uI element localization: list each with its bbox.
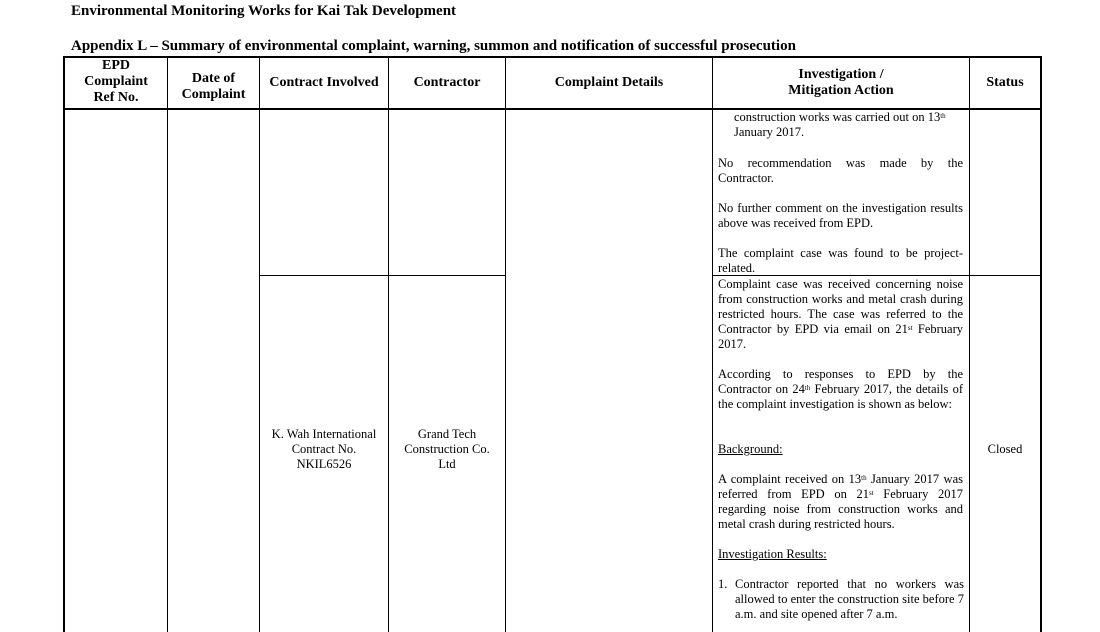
right-border [1040,56,1042,632]
header-date [168,71,259,103]
prev-case-paragraph-1: construction works was carried out on 13th January 2017. [734,110,946,139]
header-contractor: Contractor [413,75,481,90]
header-contract: Contract Involved [269,75,379,90]
header-status: Status [986,75,1024,90]
left-border [63,56,65,632]
col-divider-4 [505,56,506,632]
case-paragraph-2: According to responses to EPD by the Contractor on 24th February 2017, the details of the complaint investigation is shown as below: [718,367,963,411]
header-date-line2: Complaint [181,87,246,102]
header-investigation [713,67,969,99]
col-divider-1 [167,56,168,632]
header-ref-no-line2: Complaint [84,74,148,89]
case-contract-involved: K. Wah International Contract No. NKIL6526 [271,427,377,471]
col-divider-2 [259,56,260,632]
case-paragraph-3: A complaint received on 13th January 2017 was referred from EPD on 21st February 2017 regarding noise from construction works and metal crash during restricted hours. [718,472,963,531]
prev-case-paragraph-2: No recommendation was made by the Contractor. [718,156,963,185]
table-top-border [63,56,1042,58]
prev-case-paragraph-4: The complaint case was found to be project-related. [718,246,963,275]
row-divider-contract [259,275,506,276]
prev-case-paragraph-3: No further comment on the investigation results above was received from EPD. [718,201,963,230]
case-status: Closed [987,442,1023,456]
investigation-result-item-1: 1. Contractor reported that no workers was allowed to enter the construction site before 7 a.m. and site opened after 7 a.m. [718,577,964,621]
header-ref-no [65,58,167,106]
appendix-title: Appendix L – Summary of environmental complaint, warning, summon and notification of successful prosecution [71,38,796,54]
header-date-line1: Date of [191,71,236,86]
header-investigation-line1: Investigation / [798,67,884,82]
case-paragraph-1: Complaint case was received concerning noise from construction works and metal crash during restricted hours. The case was referred to the Contractor by EPD via email on 21st February 2017. [718,277,964,351]
header-investigation-line2: Mitigation Action [788,83,894,98]
investigation-results-heading: Investigation Results: [718,547,827,561]
document-title: Environmental Monitoring Works for Kai Tak Development [71,3,457,19]
background-heading: Background: [718,442,783,456]
col-divider-6 [969,56,970,632]
header-complaint-details: Complaint Details [554,75,664,90]
case-contractor: Grand Tech Construction Co. Ltd [404,427,490,471]
col-divider-5 [712,56,713,632]
header-ref-no-line1: EPD [102,58,130,73]
header-ref-no-line3: Ref No. [93,90,139,105]
col-divider-3 [388,56,389,632]
